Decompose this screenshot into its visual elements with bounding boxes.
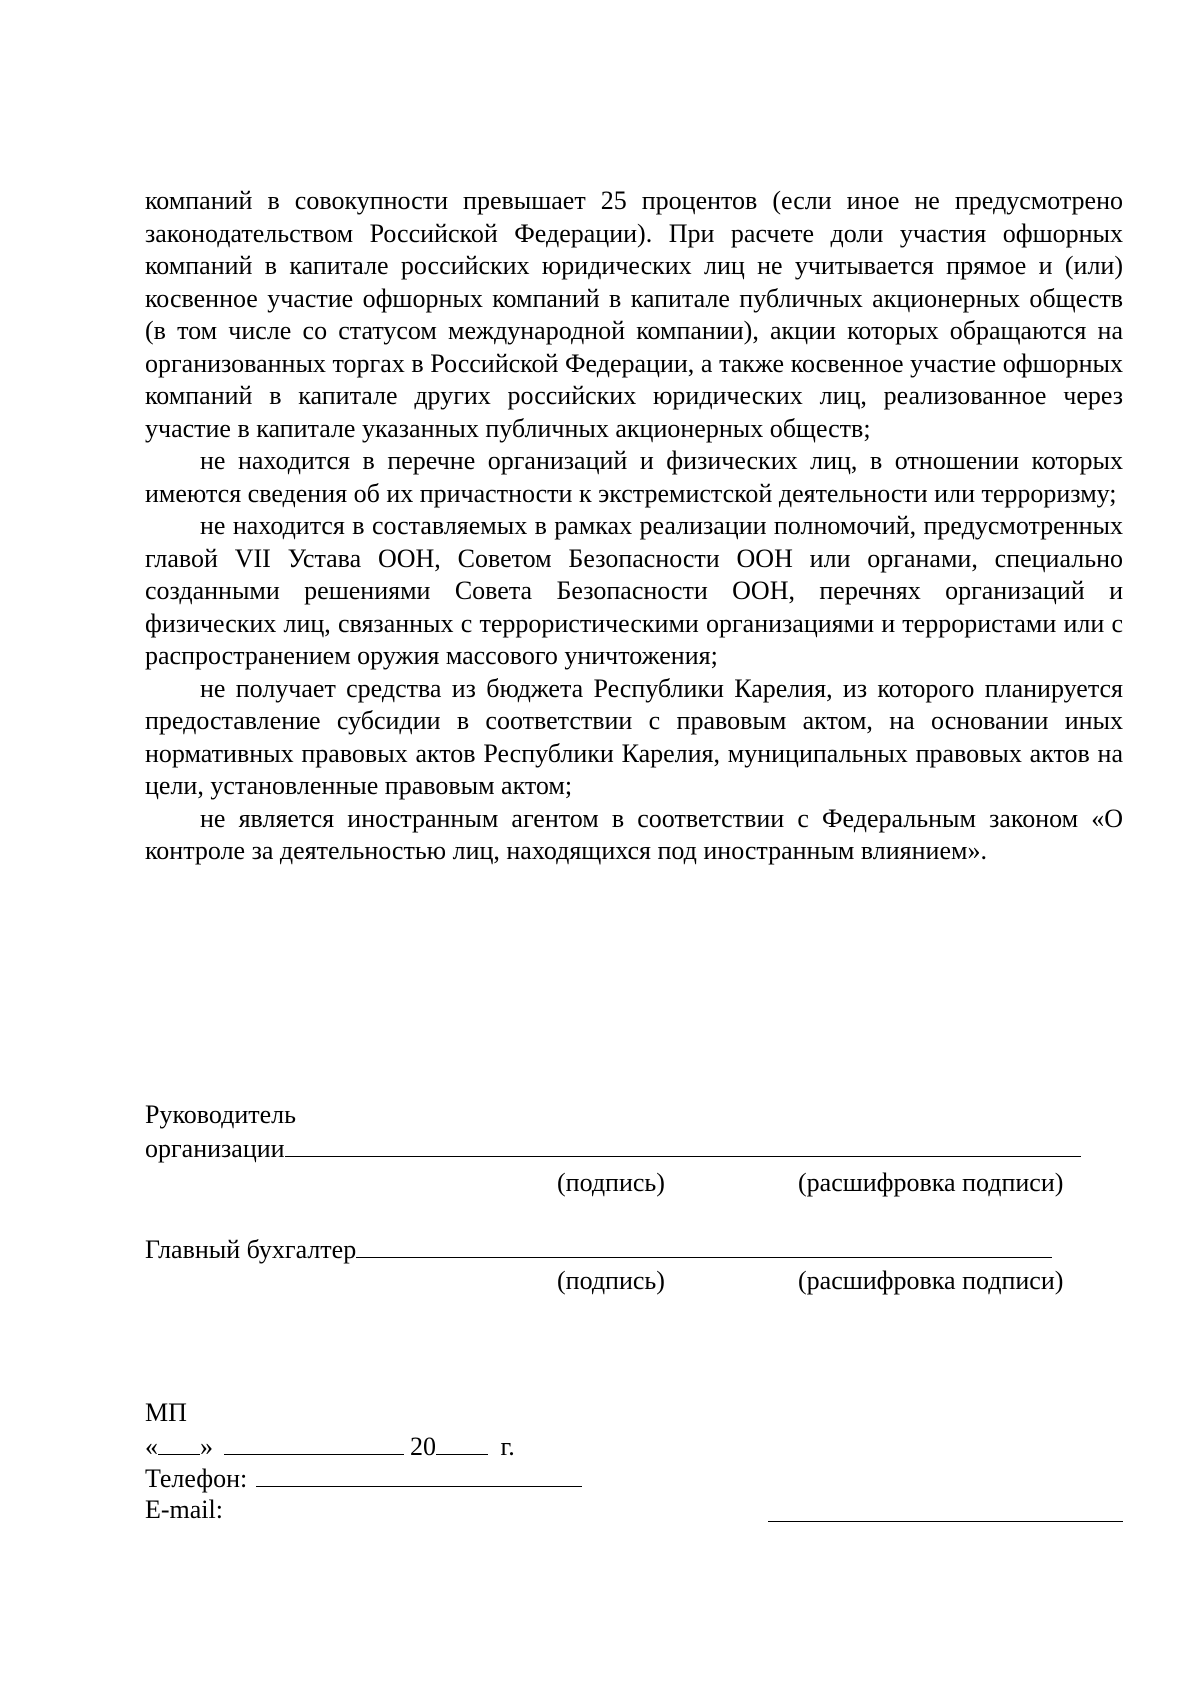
date-day-field[interactable] xyxy=(158,1429,200,1455)
stamp-label: МП xyxy=(145,1398,187,1427)
head-signature-block xyxy=(145,1099,1081,1165)
email-field[interactable] xyxy=(768,1496,1123,1522)
head-caption-signature: (подпись) xyxy=(557,1168,665,1197)
accountant-signature-line[interactable] xyxy=(356,1232,1052,1258)
accountant-caption-signature: (подпись) xyxy=(557,1266,665,1295)
head-signature-line[interactable] xyxy=(285,1131,1081,1157)
email-label: E-mail: xyxy=(145,1495,223,1524)
head-label-line1: Руководитель xyxy=(145,1100,296,1129)
paragraph-budget-funds: не получает средства из бюджета Республики Карелия, из которого планируется предоставление субсидии в соответствии с правовым актом, на основании иных нормативных правовых актов Республики Карелия, муниципальных правовых актов на цели, установленные правовым актом; xyxy=(145,673,1123,800)
date-year-suffix: г. xyxy=(500,1432,515,1461)
paragraph-extremism: не находится в перечне организаций и физических лиц, в отношении которых имеются сведения об их причастности к экстремистской деятельности или терроризму; xyxy=(145,446,1123,508)
date-year-field[interactable] xyxy=(436,1429,488,1455)
phone-label: Телефон: xyxy=(145,1464,248,1493)
phone-row xyxy=(145,1461,582,1495)
accountant-signature-block xyxy=(145,1232,1052,1266)
date-close-quote: » xyxy=(200,1432,213,1461)
paragraph-offshore: компаний в совокупности превышает 25 процентов (если иное не предусмотрено законодательством Российской Федерации). При расчете доли участия офшорных компаний в капитале российских юридических лиц не учитывается прямое и (или) косвенное участие офшорных компаний в капитале публичных акционерных обществ (в том числе со статусом международной компании), акции которых обращаются на организованных торгах в Российской Федерации, а также косвенное участие офшорных компаний в капитале других российских юридических лиц, реализованное через участие в капитале указанных публичных акционерных обществ; xyxy=(145,186,1123,443)
date-row xyxy=(145,1429,515,1463)
date-year-prefix: 20 xyxy=(410,1432,436,1461)
head-caption-decoding: (расшифровка подписи) xyxy=(798,1168,1064,1197)
head-label-line2: организации xyxy=(145,1134,285,1163)
accountant-label: Главный бухгалтер xyxy=(145,1235,357,1264)
date-open-quote: « xyxy=(145,1432,158,1461)
paragraph-un-sanctions: не находится в составляемых в рамках реализации полномочий, предусмотренных главой VII Устава ООН, Советом Безопасности ООН или органами, специально созданными решениями Совета Безопасности ООН, перечнях организаций и физических лиц, связанных с террористическими организациями и террористами или с распространением оружия массового уничтожения; xyxy=(145,511,1123,670)
date-month-field[interactable] xyxy=(224,1429,404,1455)
accountant-caption-decoding: (расшифровка подписи) xyxy=(798,1266,1064,1295)
phone-field[interactable] xyxy=(256,1461,582,1487)
paragraph-foreign-agent: не является иностранным агентом в соответствии с Федеральным законом «О контроле за деятельностью лиц, находящихся под иностранным влиянием». xyxy=(145,803,1123,865)
document-body xyxy=(145,185,1123,868)
